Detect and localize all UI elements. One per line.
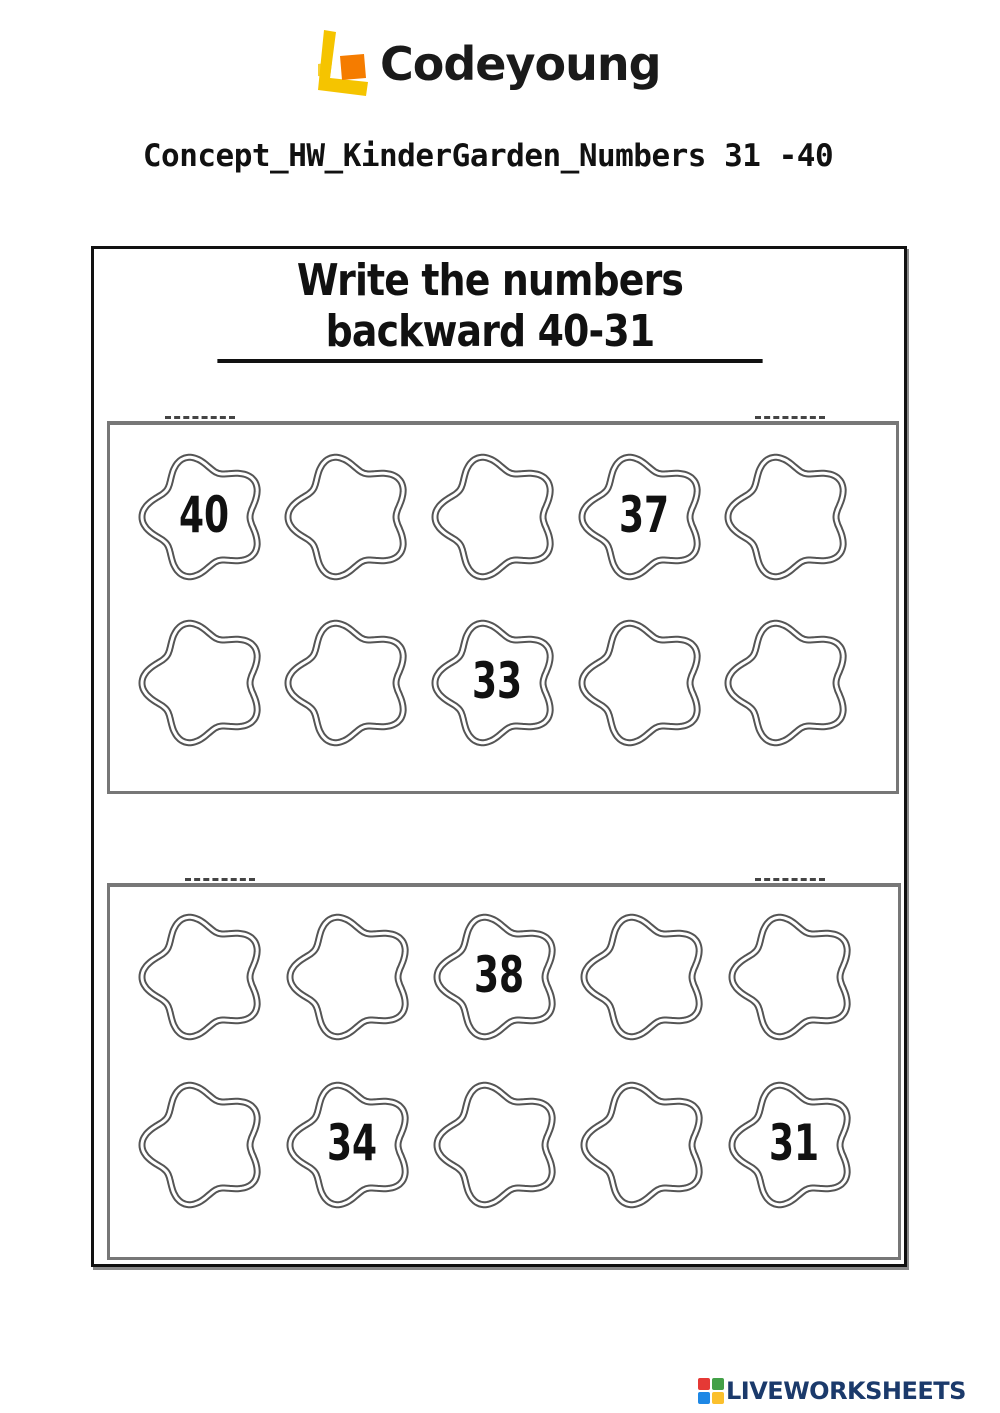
panel-tick-marks: [185, 878, 255, 882]
flower-blank: [155, 905, 253, 1045]
flower-number: 33: [471, 652, 523, 710]
flower-shape[interactable]: [429, 445, 565, 585]
flower-number: 31: [768, 1114, 820, 1172]
flower-shape[interactable]: [576, 611, 712, 751]
brand-name: Codeyoung: [380, 37, 661, 91]
flower-number: 37: [618, 486, 670, 544]
codeyoung-logo-icon: [316, 26, 372, 102]
flower-shape[interactable]: [726, 905, 862, 1045]
flower-shape[interactable]: [282, 611, 418, 751]
flower-blank: [741, 611, 839, 751]
flower-blank: [155, 611, 253, 751]
flower-shape: [429, 611, 565, 751]
flower-shape[interactable]: [136, 1073, 272, 1213]
flower-shape[interactable]: [431, 1073, 567, 1213]
worksheet: [91, 246, 907, 1267]
flower-shape: [136, 445, 272, 585]
flower-shape[interactable]: [722, 445, 858, 585]
flower-shape: [576, 445, 712, 585]
flower-blank: [450, 1073, 548, 1213]
flower-shape[interactable]: [136, 905, 272, 1045]
flower-number: 34: [326, 1114, 378, 1172]
liveworksheets-icon: [698, 1378, 724, 1404]
flower-blank: [155, 1073, 253, 1213]
flower-shape[interactable]: [722, 611, 858, 751]
liveworksheets-text: LIVEWORKSHEETS: [726, 1377, 966, 1405]
flower-shape[interactable]: [284, 905, 420, 1045]
flower-blank: [448, 445, 546, 585]
flower-number: 38: [473, 946, 525, 1004]
flower-blank: [745, 905, 843, 1045]
flower-blank: [595, 611, 693, 751]
panel-tick-marks: [755, 878, 825, 882]
flower-shape[interactable]: [578, 1073, 714, 1213]
worksheet-heading: Write the numbers backward 40-31: [217, 255, 762, 363]
flower-blank: [597, 905, 695, 1045]
flower-shape: [431, 905, 567, 1045]
flower-shape[interactable]: [282, 445, 418, 585]
panel-tick-marks: [165, 416, 235, 420]
flower-number: 40: [178, 486, 230, 544]
flower-blank: [741, 445, 839, 585]
liveworksheets-footer: [698, 1374, 966, 1408]
flower-shape: [726, 1073, 862, 1213]
flower-blank: [301, 611, 399, 751]
flower-blank: [301, 445, 399, 585]
flower-shape[interactable]: [578, 905, 714, 1045]
panel-tick-marks: [755, 416, 825, 420]
document-title: Concept_HW_KinderGarden_Numbers 31 -40: [142, 138, 834, 174]
brand-header: [316, 24, 661, 104]
flower-blank: [303, 905, 401, 1045]
flower-shape[interactable]: [136, 611, 272, 751]
flower-shape: [284, 1073, 420, 1213]
flower-blank: [597, 1073, 695, 1213]
